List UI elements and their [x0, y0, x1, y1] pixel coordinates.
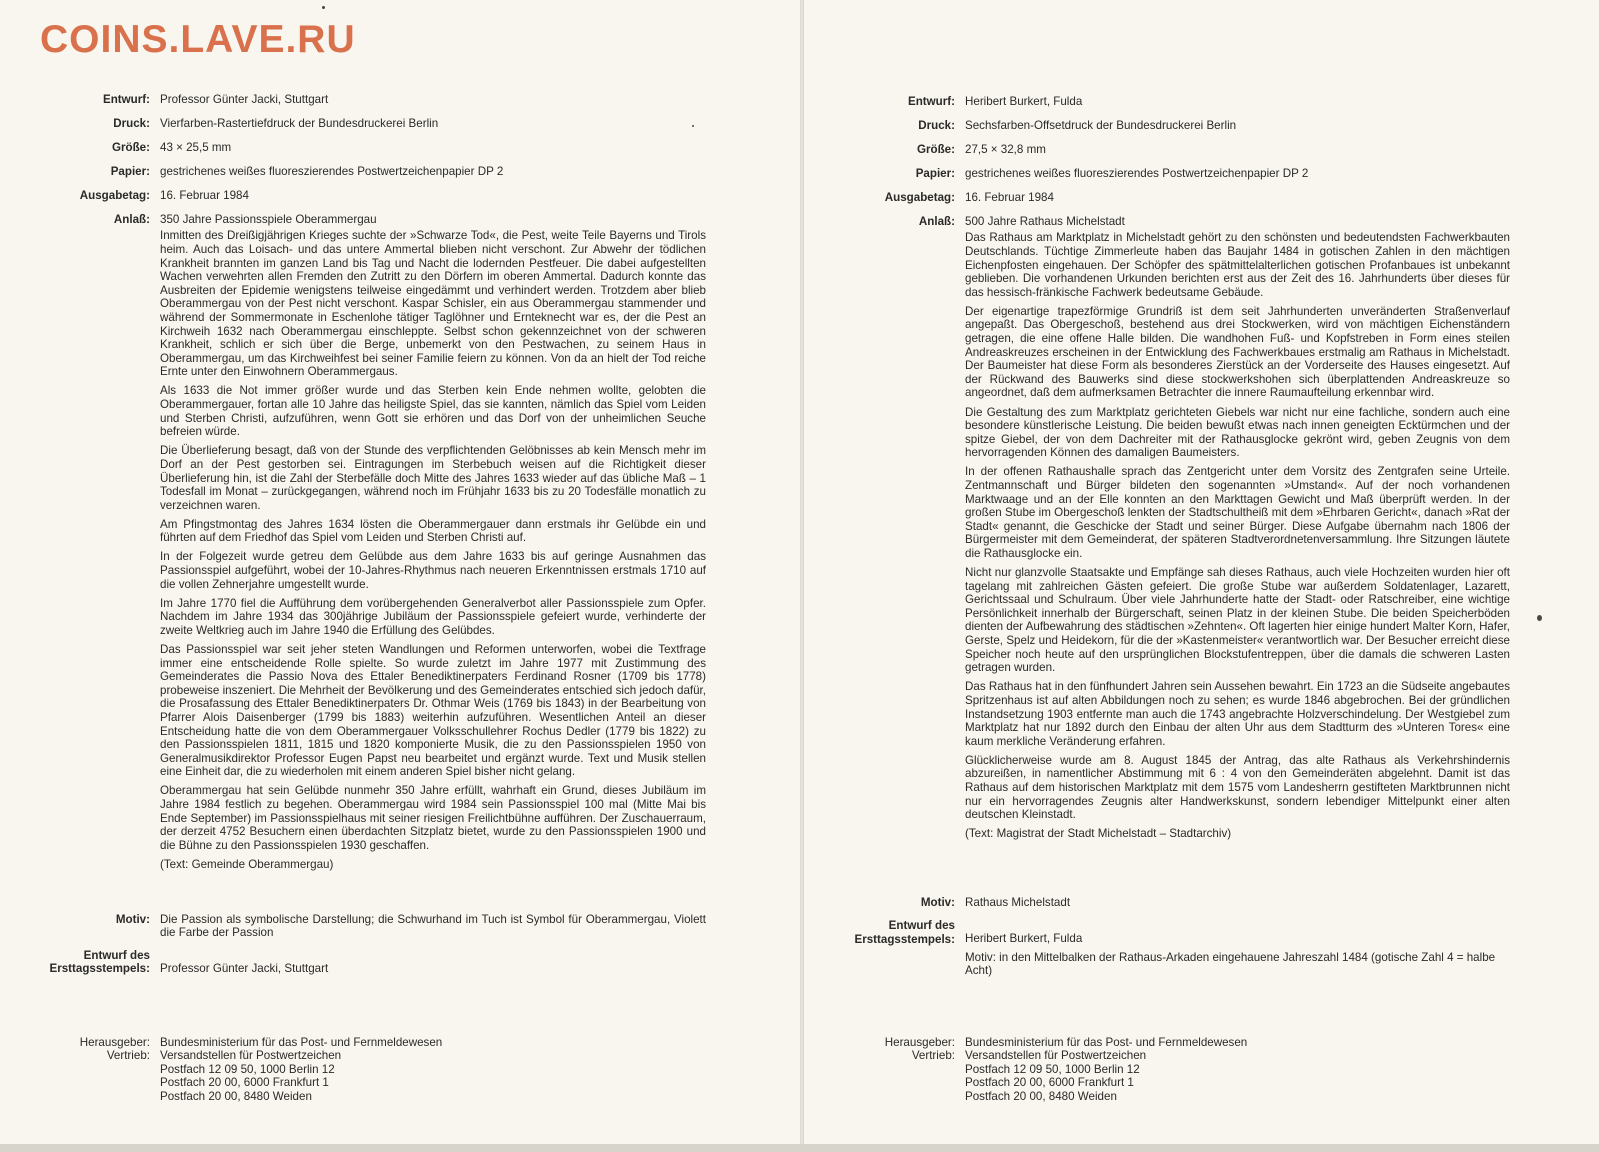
- right-address-line: Postfach 12 09 50, 1000 Berlin 12: [965, 1062, 1140, 1076]
- left-address-line: Postfach 12 09 50, 1000 Berlin 12: [160, 1062, 335, 1076]
- right-row-anlass: [804, 215, 1510, 841]
- right-druck-value: Sechsfarben-Offsetdruck der Bundesdruckerei Berlin: [965, 119, 1237, 132]
- right-paragraph: Das Rathaus hat in den fünfhundert Jahren sein Aussehen bewahrt. Ein 1723 an die Südseite angebautes Spritzenhaus ist auf alten Abbildungen noch zu sehen; es wurde 1846 abgebrochen. Bei der gründlichen Instandsetzung 1903 entfernte man auch die 1743 angebrachte Holzverschindelung. Der Westgiebel zum Marktplatz hat nur 1892 durch den Einbau der alten Uhr aus dem Stadtturm des »Unteren Tores« eine kaum merkliche Veränderung erfahren.: [965, 680, 1510, 748]
- right-address-line: Postfach 20 00, 8480 Weiden: [965, 1089, 1117, 1103]
- right-motiv-value: Rathaus Michelstadt: [965, 896, 1071, 909]
- left-address-line: Postfach 20 00, 8480 Weiden: [160, 1089, 312, 1103]
- right-stempel-value: Heribert Burkert, Fulda: [965, 932, 1083, 946]
- left-anlass-title: 350 Jahre Passionsspiele Oberammergau: [160, 213, 377, 226]
- left-publisher-labels: [0, 1036, 160, 1063]
- right-stempel-label: [804, 919, 965, 946]
- left-spec-table: [0, 93, 706, 872]
- right-vertrieb-label: Vertrieb:: [911, 1049, 955, 1063]
- paper-speck: [1537, 615, 1542, 621]
- right-stempel-label-line1: Entwurf des: [888, 919, 955, 933]
- left-ausgabetag-label: Ausgabetag:: [79, 189, 150, 202]
- left-papier-value: gestrichenes weißes fluoreszierendes Postwertzeichenpapier DP 2: [160, 165, 504, 178]
- left-row-motiv: [0, 913, 706, 940]
- right-publisher-labels: [804, 1036, 965, 1063]
- right-ausgabetag-label: Ausgabetag:: [884, 191, 955, 204]
- left-herausgeber-label: Herausgeber:: [79, 1036, 150, 1049]
- right-paragraph: Der eigenartige trapezförmige Grundriß ist dem seit Jahrhunderten unveränderten Straßenverlauf angepaßt. Das Obergeschoß, bestehend aus drei Stockwerken, wird von mächtigen Eichenständern getragen, die eine offene Halle bilden. Die wandhohen Fuß- und Kopfstreben in Form eines steilen Andreaskreuzes erscheinen in der Entwicklung des Fachwerkbaues erstmalig am Rathaus in Michelstadt. Der Baumeister hat diese Form als besonderes Zierstück an der Vorderseite des Hauses eingesetzt. Auf der Rückwand des Bauwerks sind diese stockwerkshohen sich überplattenden Andreaskreuze so angeordnet, daß dem aufmerksamen Betrachter die innere Raumaufteilung erkennbar wird.: [965, 304, 1510, 400]
- right-stempel-body: [965, 919, 1510, 977]
- left-text-credit: (Text: Gemeinde Oberammergau): [160, 857, 334, 871]
- right-motiv-block: [804, 896, 1510, 978]
- right-address-line: Versandstellen für Postwertzeichen: [965, 1049, 1147, 1063]
- left-paragraph: Oberammergau hat sein Gelübde nunmehr 350 Jahre erfüllt, wahrhaft ein Grund, dieses Jubiläum im Jahre 1984 festlich zu begehen. Oberammergau wird 1984 sein Passionsspiel 100 mal (Mitte Mai bis Ende September) im Passionsspielhaus mit seiner riesigen Freilichtbühne aufführen. Der Zuschauerraum, der derzeit 4752 Besuchern einen überdachten Sitzplatz bietet, wurde zu den Passionsspielen 1900 und die Bühne zu den Passionsspielen 1930 geschaffen.: [160, 784, 706, 852]
- left-row-groesse: [0, 141, 706, 165]
- right-motiv-label: Motiv:: [920, 896, 955, 909]
- left-paragraph: Im Jahre 1770 fiel die Aufführung dem vorübergehenden Generalverbot aller Passionsspiele zum Opfer. Nachdem im Jahre 1934 das 300jährige Jubiläum der Passionsspiele gefeiert wurde, verhinderte der zweite Weltkrieg auch im Jahre 1940 die Erfüllung des Gelübdes.: [160, 596, 706, 637]
- right-anlass-body: [965, 215, 1510, 841]
- left-stempel-label-line2: Ersttagsstempels:: [49, 962, 150, 976]
- left-address-line: Bundesministerium für das Post- und Fernmeldewesen: [160, 1036, 443, 1049]
- right-anlass-title: 500 Jahre Rathaus Michelstadt: [965, 215, 1125, 228]
- left-row-ausgabetag: [0, 189, 706, 213]
- left-address-line: Postfach 20 00, 6000 Frankfurt 1: [160, 1076, 329, 1090]
- left-paragraph: Das Passionsspiel war seit jeher steten Wandlungen und Reformen unterworfen, wobei die Textfrage immer eine entscheidende Rolle spielte. So wurde zuletzt im Jahre 1977 mit Zustimmung des Gemeinderates die Passio Nova des Ettaler Benediktinerpaters Ferdinand Rosner (1709 bis 1778) probeweise inszeniert. Die Mehrheit der Bevölkerung und des Gemeinderates entschied sich jedoch dafür, die Prosafassung des Ettaler Benediktinerpaters Dr. Othmar Weis (1769 bis 1843) in der Bearbeitung von Pfarrer Alois Daisenberger (1799 bis 1883) weiterhin aufzuführen. Wesentlichen Anteil an dieser Entscheidung hatte die von dem Oberammergauer Volksschullehrer Rochus Dedler (1779 bis 1822) zu den Passionsspielen 1811, 1815 und 1820 komponierte Musik, die zu den Passionsspielen 1950 von Generalmusikdirektor Professor Eugen Papst neu bearbeitet und ergänzt wurde. Text und Musik stellen eine Einheit dar, die zu wiederholen mit einem anderen Spiel bisher nicht gelang.: [160, 643, 706, 779]
- paper-speck: [692, 125, 694, 127]
- right-anlass-label: Anlaß:: [918, 215, 955, 228]
- right-ausgabetag-value: 16. Februar 1984: [965, 191, 1054, 204]
- right-groesse-label: Größe:: [916, 143, 955, 156]
- right-entwurf-label: Entwurf:: [907, 95, 955, 108]
- right-row-groesse: [804, 143, 1510, 167]
- right-publisher-block: [804, 1036, 1510, 1103]
- left-paragraph: Am Pfingstmontag des Jahres 1634 lösten die Oberammergauer dann erstmals ihr Gelübde ein und führten auf dem Friedhof das Spiel vom Leiden und Sterben Christi auf.: [160, 517, 706, 545]
- right-druck-label: Druck:: [918, 119, 955, 132]
- left-row-publisher: [0, 1036, 706, 1103]
- right-stempel-label-line2: Ersttagsstempels:: [854, 932, 955, 946]
- right-row-ausgabetag: [804, 191, 1510, 215]
- right-paragraph: Die Gestaltung des zum Marktplatz gerichteten Giebels war nicht nur eine fachliche, sondern auch eine besondere künstlerische Leistung. Die beiden bewußt etwas nach innen geneigten Ecktürmchen und der spitze Giebel, der von dem Dachreiter mit der Rathausglocke gekrönt wird, geben Zeugnis von dem hervorragenden Können des damaligen Baumeisters.: [965, 405, 1510, 460]
- watermark-logo: COINS.LAVE.RU: [40, 18, 356, 61]
- right-address: [965, 1036, 1510, 1103]
- left-publisher-block: [0, 1036, 706, 1103]
- right-stempel-motiv: Motiv: in den Mittelbalken der Rathaus-Arkaden eingehauene Jahreszahl 1484 (gotische Zahl 4 = halbe Acht): [965, 950, 1496, 978]
- right-paragraph: Das Rathaus am Marktplatz in Michelstadt gehört zu den schönsten und bedeutendsten Fachwerkbauten Deutschlands. Tüchtige Zimmerleute haben das Baujahr 1484 in gotischen Zahlen in den mächtigen Eichenpfosten eingehauen. Der Schöpfer des spätmittelalterlichen gotischen Profanbaues ist unbekannt geblieben. Die vorhandenen Urkunden berichten erst aus der Zeit des 16. Jahrhunderts über dieses für das hessisch-fränkische Fachwerk bedeutsame Gebäude.: [965, 231, 1510, 299]
- right-row-motiv: [804, 896, 1510, 909]
- right-papier-value: gestrichenes weißes fluoreszierendes Postwertzeichenpapier DP 2: [965, 167, 1309, 180]
- right-row-papier: [804, 167, 1510, 191]
- bottom-edge: [0, 1144, 1599, 1152]
- left-groesse-label: Größe:: [111, 141, 150, 154]
- right-text-credit: (Text: Magistrat der Stadt Michelstadt – Stadtarchiv): [965, 827, 1232, 841]
- left-paragraph: Als 1633 die Not immer größer wurde und das Sterben kein Ende nehmen wollte, gelobten die Oberammergauer, fortan alle 10 Jahre das heiligste Spiel, das sie kannten, nämlich das Spiel vom Leiden und Sterben Christi, aufzuführen, wenn Gott sie erhören und das Dorf von der unheimlichen Seuche befreien würde.: [160, 384, 706, 439]
- right-paragraph: Nicht nur glanzvolle Staatsakte und Empfänge sah dieses Rathaus, auch viele Hochzeiten wurden hier oft tagelang mit zahlreichen Gästen gefeiert. Die große Stube war außerdem Soldatenlager, Lazarett, Gerichtssaal und Schulraum. Über viele Jahrhunderte hatte der Stadt- oder Ratschreiber, eine wichtige Persönlichkeit innerhalb der Bürgerschaft, seinen Platz in der kleinen Stube. Die beiden Speicherböden dienten der Aufbewahrung des städtischen »Zehnten«. Oft lagerten hier einige hundert Malter Korn, Hafer, Gerste, Spelz und Heidekorn, für die der »Kastenmeister« verantwortlich war. Der Besucher erreicht diese Speicher noch heute auf den ursprünglichen Blockstufentreppen, über die damals die schweren Lasten getragen wurden.: [965, 566, 1510, 675]
- left-paragraph: Inmitten des Dreißigjährigen Krieges suchte der »Schwarze Tod«, die Pest, weite Teile Bayerns und Tirols heim. Auch das Loisach- und das untere Ammertal blieben nicht verschont. Zur Abwehr der tödlichen Krankheit brannten im ganzen Land bis Tag und Nacht die lodernden Pestfeuer. Die dabei aufgestellten Wachen verwehrten allen Fremden den Zutritt zu den Dörfern im oberen Ammertal. Dadurch konnte das Ausbreiten der Epidemie wenigstens teilweise eingedämmt und verhindert werden. Trotzdem aber blieb Oberammergau von der Pest nicht verschont. Kaspar Schisler, ein aus Oberammergau stammender und während der Sommermonate in Eschenlohe tätiger Taglöhner und Ernteknecht war es, der die Pest an Kirchweih 1632 nach Oberammergau einschleppte. Selbst schon gekennzeichnet von der schweren Krankheit, schlich er sich über die Berge, unbemerkt von den Pestwachen, zu seinem Haus in Oberammergau, um das Kirchweihfest bei seiner Familie feiern zu können. Von da an hielt der Tod reiche Ernte unter den Einwohnern Oberammergaus.: [160, 229, 706, 379]
- right-row-publisher: [804, 1036, 1510, 1103]
- left-address: [160, 1036, 706, 1103]
- right-papier-label: Papier:: [915, 167, 955, 180]
- right-row-stempel: [804, 919, 1510, 977]
- left-papier-label: Papier:: [110, 165, 150, 178]
- right-address-line: Postfach 20 00, 6000 Frankfurt 1: [965, 1076, 1134, 1090]
- left-address-line: Versandstellen für Postwertzeichen: [160, 1049, 342, 1063]
- right-row-entwurf: [804, 95, 1510, 119]
- left-motiv-value: Die Passion als symbolische Darstellung; die Schwurhand im Tuch ist Symbol für Oberammergau, Violett die Farbe der Passion: [160, 913, 706, 940]
- left-entwurf-value: Professor Günter Jacki, Stuttgart: [160, 93, 329, 106]
- left-stempel-label-line1: Entwurf des: [83, 948, 150, 962]
- right-entwurf-value: Heribert Burkert, Fulda: [965, 95, 1083, 108]
- right-spec-table: [804, 95, 1510, 841]
- left-row-papier: [0, 165, 706, 189]
- right-row-druck: [804, 119, 1510, 143]
- left-motiv-label: Motiv:: [115, 913, 150, 926]
- left-stempel-label: [0, 949, 160, 976]
- left-row-druck: [0, 117, 706, 141]
- left-ausgabetag-value: 16. Februar 1984: [160, 189, 249, 202]
- right-paragraph: In der offenen Rathaushalle sprach das Zentgericht unter dem Vorsitz des Zentgrafen seine Urteile. Zentmannschaft und Bürger bildeten den sogenannten »Umstand«. Auf der noch vorhandenen Marktwaage und an der Elle konnten an den Markttagen Gewicht und Maß überprüft werden. In der großen Stube im Obergeschoß lenkten der Stadtschultheiß mit dem »Ehrbaren Gericht«, danach »Rat der Stadt« genannt, die Geschicke der Stadt und seiner Bürger. Diese Aufgabe übernahm nach 1806 der Bürgermeister mit dem Gemeinderat, der späteren Stadtverordnetenversammlung. Ihre Sitzungen läutete die Rathausglocke ein.: [965, 465, 1510, 560]
- left-vertrieb-label: Vertrieb:: [106, 1049, 150, 1063]
- left-groesse-value: 43 × 25,5 mm: [160, 141, 232, 154]
- left-druck-value: Vierfarben-Rastertiefdruck der Bundesdruckerei Berlin: [160, 117, 439, 130]
- right-paragraph: Glücklicherweise wurde am 8. August 1845 der Antrag, das alte Rathaus als Verkehrshindernis abzureißen, in namentlicher Abstimmung mit 6 : 4 von den Gemeinderäten abgelehnt. Damit ist das Rathaus auf dem historischen Marktplatz mit dem 1575 vom Landesherrn gestifteten Marktbrunnen nicht nur ein hervorragendes Zeugnis alter Handwerkskunst, sondern lebendiger Mittelpunkt einer alten deutschen Kleinstadt.: [965, 753, 1510, 822]
- left-entwurf-label: Entwurf:: [102, 93, 150, 106]
- left-stempel-value: Professor Günter Jacki, Stuttgart: [160, 961, 329, 975]
- left-paragraph: In der Folgezeit wurde getreu dem Gelübde aus dem Jahre 1633 bis auf geringe Ausnahmen das Passionsspiel aufgeführt, wobei der 10-Jahres-Rhythmus nach neueren Erkenntnissen erstmals 1710 auf die vollen Zehnerjahre umgestellt wurde.: [160, 550, 706, 591]
- left-paragraph: Die Überlieferung besagt, daß von der Stunde des verpflichtenden Gelöbnisses ab kein Mensch mehr im Dorf an der Pest gestorben sei. Eintragungen im Sterbebuch weisen auf die Richtigkeit dieser Überlieferung hin, ist die Zahl der Sterbefälle doch Mitte des Jahres 1633 wieder auf das übliche Maß – 1 Todesfall im Monat – zurückgegangen, während noch im Frühjahr 1633 bis zu 20 Todesfälle monatlich zu verzeichnen waren.: [160, 444, 706, 512]
- left-row-entwurf: [0, 93, 706, 117]
- right-groesse-value: 27,5 × 32,8 mm: [965, 143, 1046, 156]
- paper-speck: [322, 6, 325, 9]
- left-druck-label: Druck:: [113, 117, 150, 130]
- left-anlass-label: Anlaß:: [113, 213, 150, 226]
- left-motiv-block: [0, 913, 706, 976]
- right-herausgeber-label: Herausgeber:: [884, 1036, 955, 1049]
- left-anlass-body: [160, 213, 706, 872]
- left-row-stempel: [0, 949, 706, 976]
- left-row-anlass: [0, 213, 706, 872]
- right-address-line: Bundesministerium für das Post- und Fernmeldewesen: [965, 1036, 1248, 1049]
